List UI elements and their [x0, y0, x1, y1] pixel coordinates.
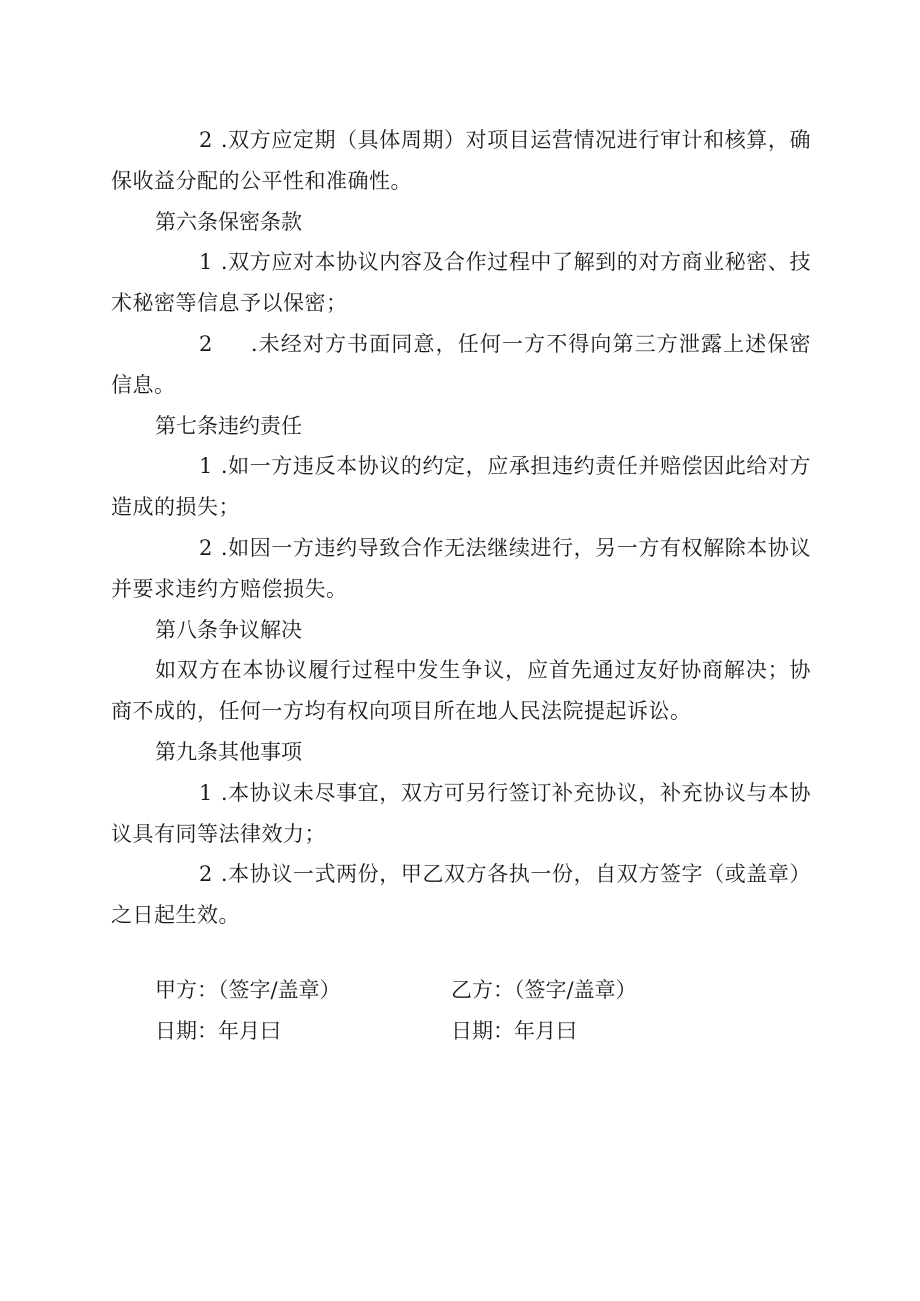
clause-number: 1 [199, 780, 213, 805]
section-heading: 第六条保密条款 [155, 209, 302, 234]
clause-number: 1 [199, 454, 213, 479]
clause-body: .本协议未尽事宜，双方可另行签订补充协议，补充协议与本协议具有同等法律效力； [111, 780, 811, 846]
party-b-date: 日期：年月曰 [451, 1018, 577, 1043]
party-a-signature: 甲方：（签字/盖章） [155, 978, 341, 1002]
clause-number: 2 [199, 128, 213, 152]
clause-body: .双方应定期（具体周期）对项目运营情况进行审计和核算，确保收益分配的公平性和准确性。 [111, 128, 811, 193]
document-body [111, 120, 811, 936]
clause-body: .双方应对本协议内容及合作过程中了解到的对方商业秘密、技术秘密等信息予以保密； [111, 250, 811, 316]
clause-body: .如一方违反本协议的约定，应承担违约责任并赔偿因此给对方造成的损失； [111, 454, 811, 520]
clause-number: 1 [199, 250, 213, 275]
party-b-signature: 乙方：（签字/盖章） [451, 978, 637, 1002]
clause-item [111, 242, 811, 324]
clause-item [111, 528, 811, 610]
section-heading: 第七条违约责任 [155, 413, 302, 438]
clause-item [111, 120, 811, 202]
signature-row [155, 970, 755, 1011]
date-row [155, 1011, 755, 1052]
clause-body: 如双方在本协议履行过程中发生争议，应首先通过友好协商解决；协商不成的，任何一方均有权向项目所在地人民法院提起诉讼。 [111, 658, 811, 724]
signature-block [155, 970, 755, 1052]
clause-item [111, 773, 811, 855]
section-heading: 第八条争议解决 [155, 617, 302, 642]
clause-text [111, 650, 811, 732]
party-a-date: 日期：年月曰 [155, 1018, 281, 1043]
section-heading: 第九条其他事项 [155, 739, 302, 764]
clause-body: .未经对方书面同意，任何一方不得向第三方泄露上述保密信息。 [111, 331, 811, 397]
clause-number: 2 [199, 862, 213, 887]
clause-number: 2 [199, 331, 213, 356]
clause-item [111, 446, 811, 528]
clause-number: 2 [199, 535, 213, 560]
clause-item [111, 324, 811, 406]
clause-body: .本协议一式两份，甲乙双方各执一份，自双方签字（或盖章）之日起生效。 [111, 862, 811, 928]
clause-item [111, 854, 811, 936]
clause-body: .如因一方违约导致合作无法继续进行，另一方有权解除本协议并要求违约方赔偿损失。 [111, 535, 811, 601]
